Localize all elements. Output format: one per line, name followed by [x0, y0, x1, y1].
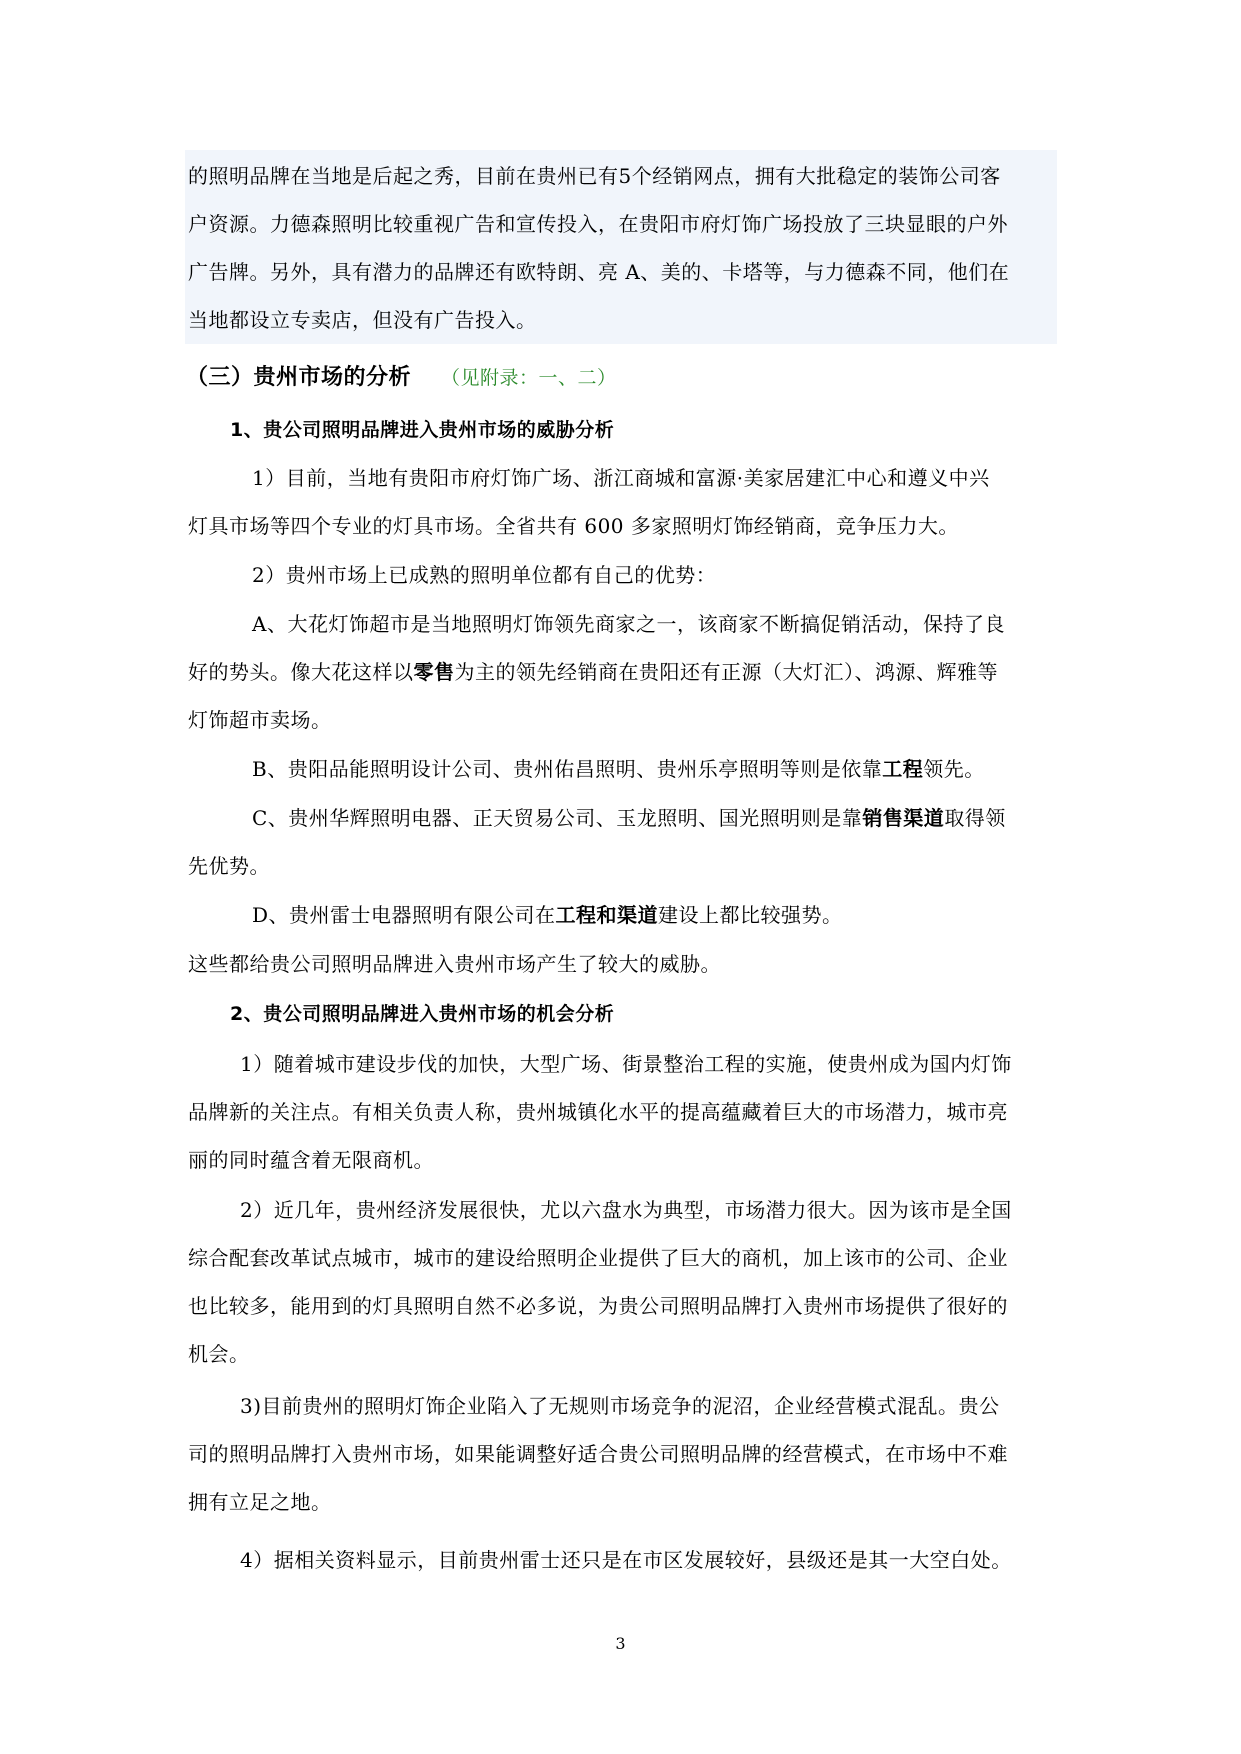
emphasis-sales-channel: 销售渠道	[862, 806, 945, 830]
text-run: 为主的领先经销商在贵阳还有正源（大灯汇）、鸿源、辉雅等	[454, 660, 998, 684]
intro-line-2: 户资源。力德森照明比较重视广告和宣传投入，在贵阳市府灯饰广场投放了三块显眼的户外	[188, 212, 1008, 236]
threat-p2: 2）贵州市场上已成熟的照明单位都有自己的优势：	[252, 563, 717, 587]
opportunity-p2-line-2: 综合配套改革试点城市，城市的建设给照明企业提供了巨大的商机，加上该市的公司、企业	[188, 1246, 1008, 1270]
intro-line-1: 的照明品牌在当地是后起之秀，目前在贵州已有5个经销网点，拥有大批稳定的装饰公司客	[188, 164, 1001, 188]
opportunity-heading: 2、贵公司照明品牌进入贵州市场的机会分析	[230, 1003, 615, 1025]
emphasis-retail: 零售	[413, 660, 455, 684]
opportunity-p2-line-1: 2）近几年，贵州经济发展很快，尤以六盘水为典型，市场潜力很大。因为该市是全国	[240, 1198, 1012, 1222]
appendix-note: （见附录：一、二）	[441, 367, 617, 389]
intro-line-3: 广告牌。另外，具有潜力的品牌还有欧特朗、亮 A、美的、卡塔等，与力德森不同，他们在	[188, 260, 1010, 284]
opportunity-p3-line-1: 3)目前贵州的照明灯饰企业陷入了无规则市场竞争的泥沼，企业经营模式混乱。贵公	[240, 1394, 1000, 1418]
threat-d-line	[252, 891, 843, 939]
emphasis-engineering-channel: 工程和渠道	[555, 903, 659, 927]
opportunity-p3-line-3: 拥有立足之地。	[188, 1490, 332, 1514]
page-number: 3	[615, 1634, 626, 1653]
opportunity-p1-line-3: 丽的同时蕴含着无限商机。	[188, 1148, 434, 1172]
threat-p1-line-2: 灯具市场等四个专业的灯具市场。全省共有 600 多家照明灯饰经销商，竞争压力大。	[188, 514, 959, 538]
threat-p1-line-1: 1）目前，当地有贵阳市府灯饰广场、浙江商城和富源·美家居建汇中心和遵义中兴	[252, 466, 990, 490]
threat-c-line-1	[252, 794, 1006, 842]
threat-a-line-2	[188, 648, 998, 696]
text-run: 建设上都比较强势。	[658, 903, 843, 927]
opportunity-p2-line-3: 也比较多，能用到的灯具照明自然不必多说，为贵公司照明品牌打入贵州市场提供了很好的	[188, 1294, 1008, 1318]
threat-a-line-1: A、大花灯饰超市是当地照明灯饰领先商家之一，该商家不断搞促销活动，保持了良	[252, 612, 1005, 636]
intro-line-4: 当地都设立专卖店，但没有广告投入。	[188, 308, 537, 332]
opportunity-p1-line-1: 1）随着城市建设步伐的加快，大型广场、街景整治工程的实施，使贵州成为国内灯饰	[240, 1052, 1012, 1076]
section-heading	[186, 354, 617, 402]
text-run: B、贵阳品能照明设计公司、贵州佑昌照明、贵州乐亭照明等则是依靠	[252, 757, 883, 781]
threat-heading: 1、贵公司照明品牌进入贵州市场的威胁分析	[230, 419, 615, 441]
opportunity-p1-line-2: 品牌新的关注点。有相关负责人称，贵州城镇化水平的提高蕴藏着巨大的市场潜力，城市亮	[188, 1100, 1008, 1124]
threat-c-line-2: 先优势。	[188, 854, 270, 878]
threat-summary: 这些都给贵公司照明品牌进入贵州市场产生了较大的威胁。	[188, 952, 721, 976]
opportunity-p4-line-1: 4）据相关资料显示，目前贵州雷士还只是在市区发展较好，县级还是其一大空白处。	[240, 1548, 1012, 1572]
threat-a-line-3: 灯饰超市卖场。	[188, 708, 332, 732]
opportunity-p3-line-2: 司的照明品牌打入贵州市场，如果能调整好适合贵公司照明品牌的经营模式，在市场中不难	[188, 1442, 1008, 1466]
threat-b-line	[252, 745, 985, 793]
text-run: 好的势头。像大花这样以	[188, 660, 414, 684]
opportunity-p2-line-4: 机会。	[188, 1342, 250, 1366]
text-run: 领先。	[923, 757, 985, 781]
text-run: 取得领	[944, 806, 1006, 830]
section-title: （三）贵州市场的分析	[186, 365, 412, 390]
text-run: C、贵州华辉照明电器、正天贸易公司、玉龙照明、国光照明则是靠	[252, 806, 863, 830]
text-run: D、贵州雷士电器照明有限公司在	[252, 903, 556, 927]
emphasis-engineering: 工程	[882, 757, 924, 781]
